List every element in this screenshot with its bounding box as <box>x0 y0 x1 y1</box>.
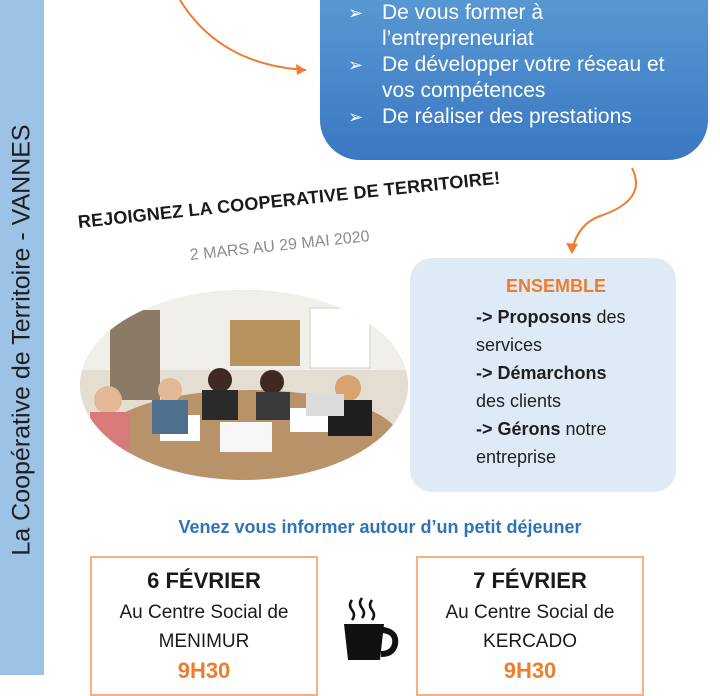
group-photo <box>80 290 408 480</box>
event-date: 6 FÉVRIER <box>147 568 261 593</box>
event-card-menimur <box>90 556 318 696</box>
arrow-top <box>180 0 306 70</box>
benefit-item: ➢ De vous former à l’entrepreneuriat <box>348 1 544 50</box>
headline-title: REJOIGNEZ LA COOPERATIVE DE TERRITOIRE! <box>76 167 502 232</box>
ensemble-item: -> Gérons notre <box>476 419 607 439</box>
arrow-top-head <box>296 64 306 75</box>
arrow-right <box>572 168 636 250</box>
benefit-item: ➢ De développer votre réseau et vos compétences <box>348 53 665 102</box>
event-date: 7 FÉVRIER <box>473 568 587 593</box>
arrow-bullet-icon: ➢ <box>348 107 364 127</box>
headline-dates: 2 MARS AU 29 MAI 2020 <box>189 228 371 264</box>
ensemble-item-cont: des clients <box>476 391 562 411</box>
event-place-line1: Au Centre Social de <box>445 602 615 623</box>
benefits-bubble <box>320 0 708 160</box>
coffee-cup-icon <box>338 596 402 662</box>
event-card-kercado <box>416 556 644 696</box>
benefits-list <box>342 0 690 130</box>
group-photo-illustration <box>80 290 408 480</box>
ensemble-box <box>410 258 676 492</box>
ensemble-item: -> Proposons des <box>476 307 626 327</box>
event-place-line2: KERCADO <box>483 631 577 652</box>
event-place-line1: Au Centre Social de <box>119 602 289 623</box>
arrow-bullet-icon: ➢ <box>348 3 364 23</box>
ensemble-item-cont: entreprise <box>476 447 557 467</box>
event-time: 9H30 <box>503 658 557 683</box>
arrow-bullet-icon: ➢ <box>348 55 364 75</box>
event-place-line2: MENIMUR <box>158 631 250 652</box>
benefit-item: ➢ De réaliser des prestations <box>348 105 632 128</box>
ensemble-item-cont: services <box>476 335 543 355</box>
sidebar-title: La Coopérative de Territoire - VANNES <box>7 124 36 556</box>
arrow-right-head <box>566 243 578 254</box>
event-time: 9H30 <box>177 658 231 683</box>
ensemble-item: -> Démarchons <box>476 363 607 383</box>
info-heading: Venez vous informer autour d’un petit déjeuner <box>178 517 582 537</box>
ensemble-title: ENSEMBLE <box>506 276 607 296</box>
